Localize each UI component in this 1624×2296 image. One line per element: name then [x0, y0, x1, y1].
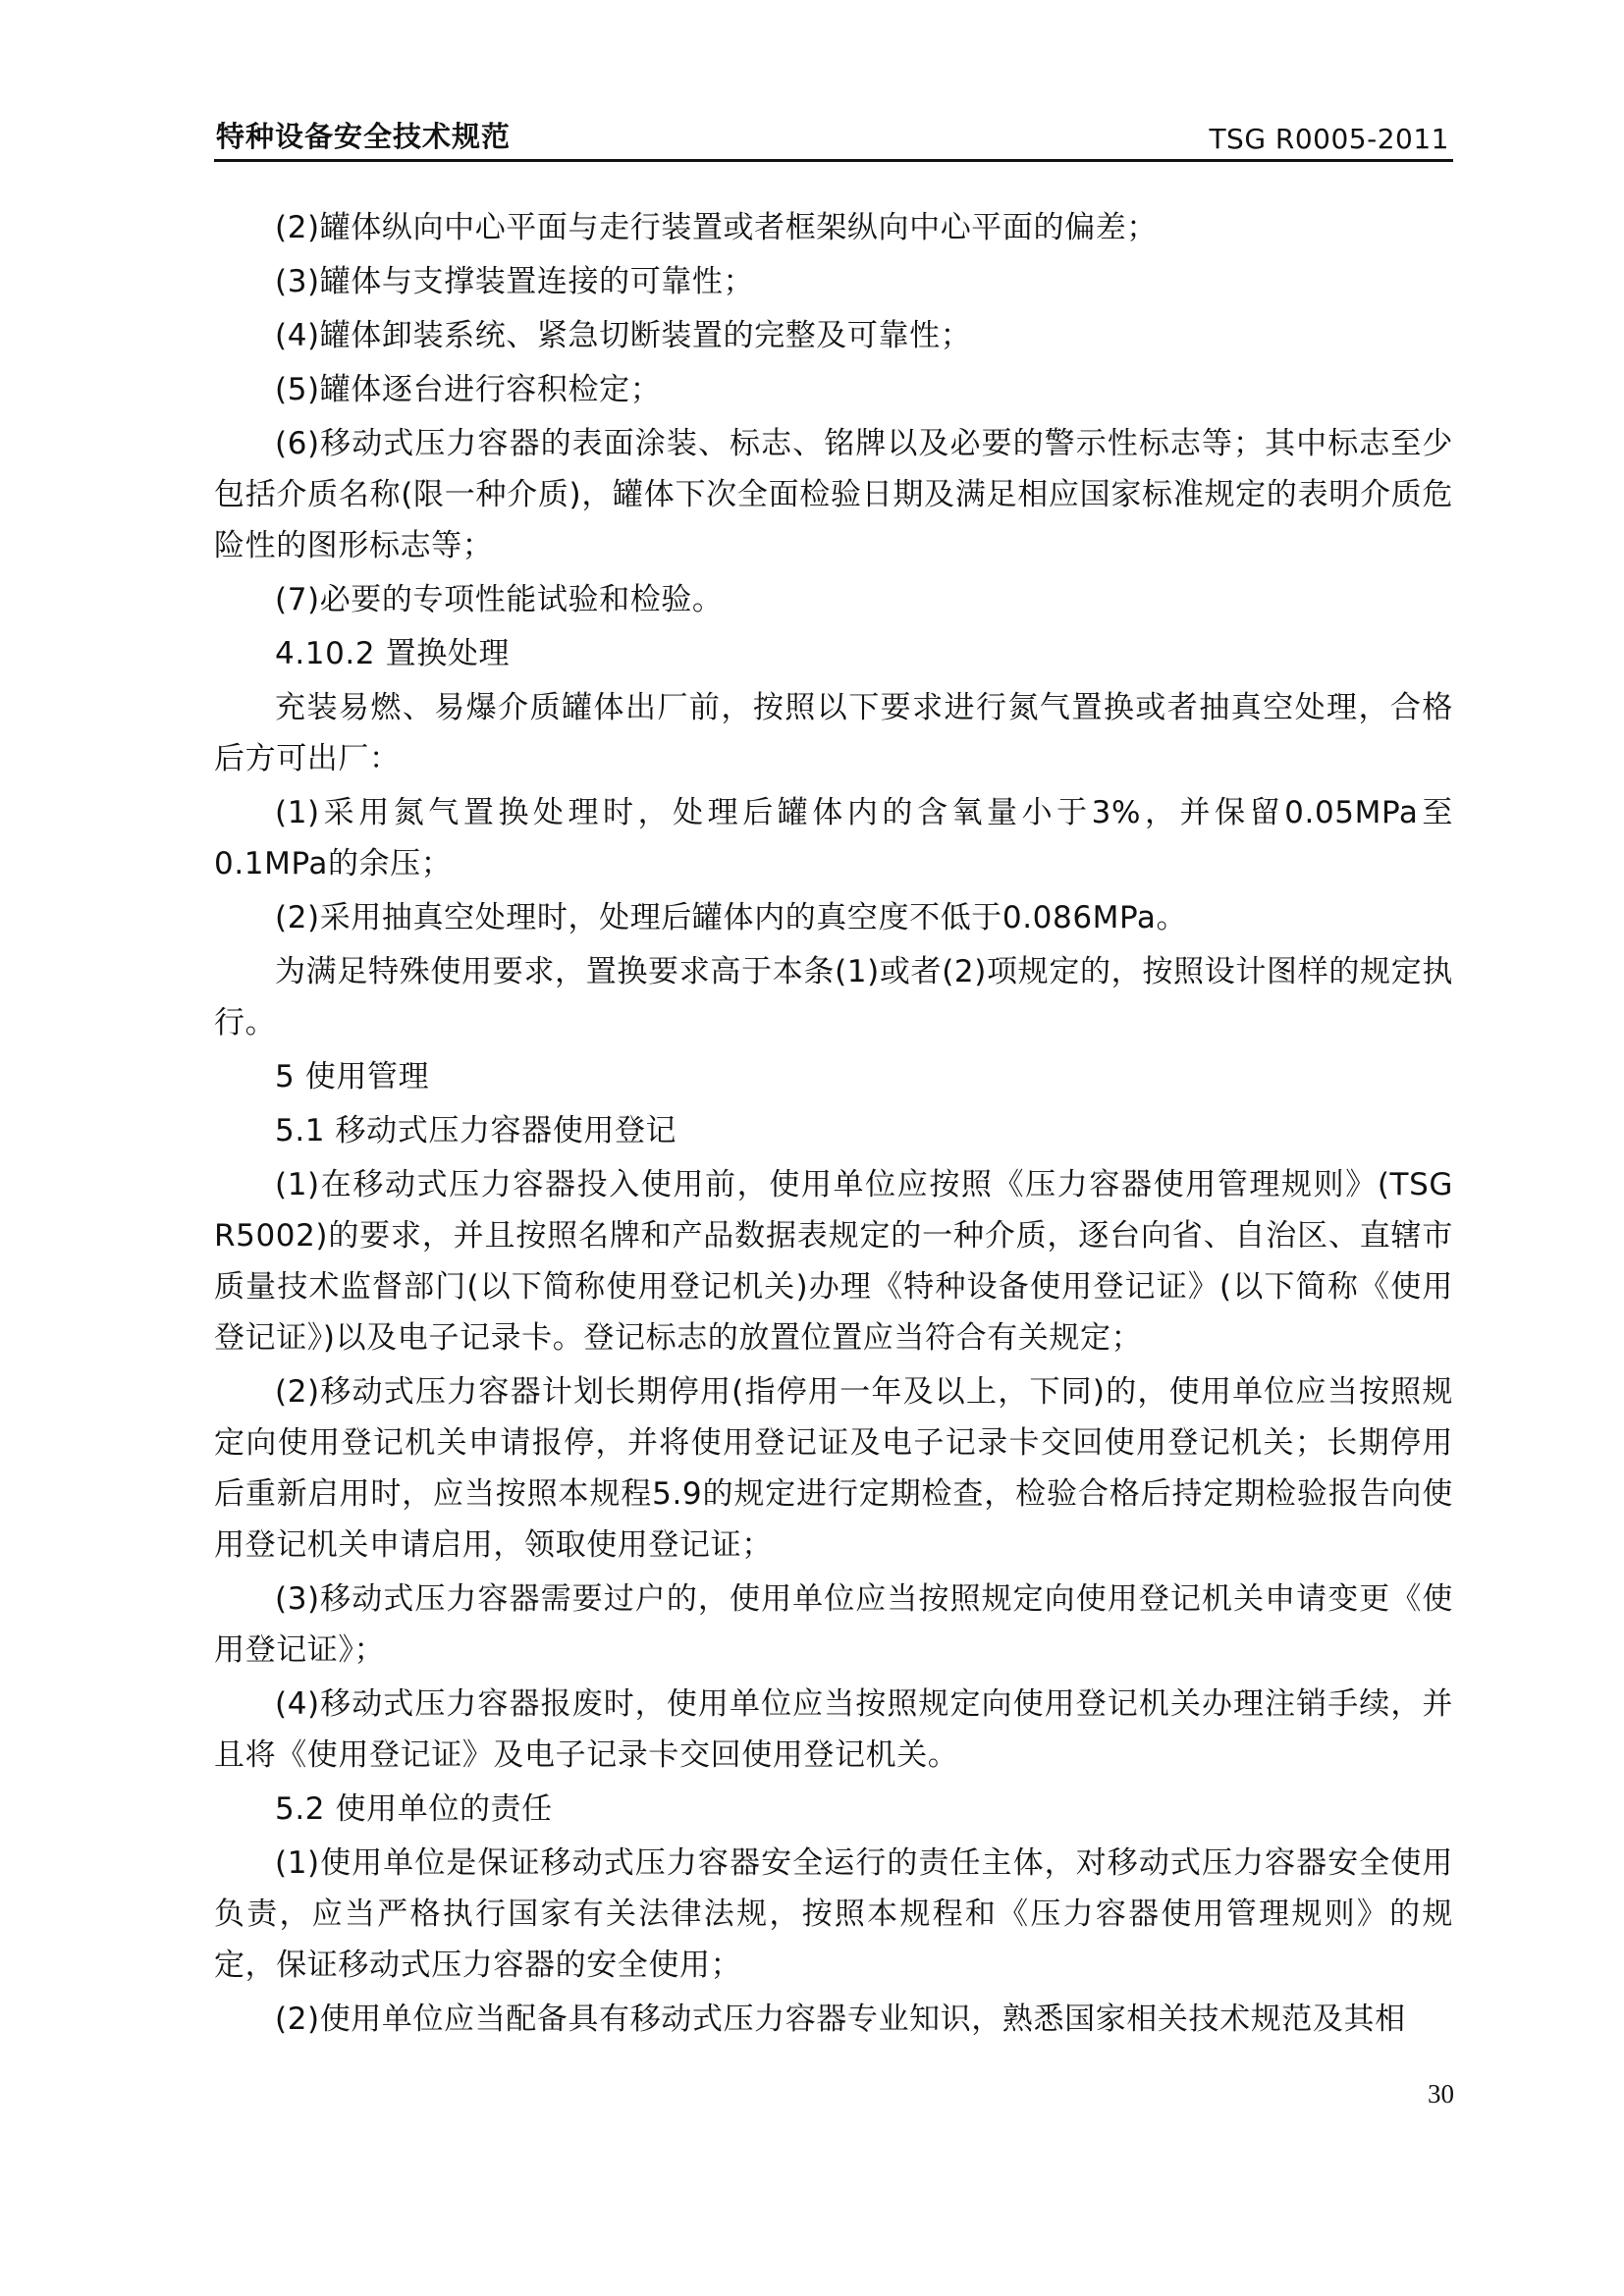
paragraph-item-2: (2)罐体纵向中心平面与走行装置或者框架纵向中心平面的偏差； — [275, 210, 1158, 245]
page-body — [214, 202, 1453, 2048]
paragraph-replacement-intro: 充装易燃、易爆介质罐体出厂前，按照以下要求进行氮气置换或者抽真空处理，合格后方可出厂： — [214, 690, 1453, 776]
paragraph-registration-1: (1)在移动式压力容器投入使用前，使用单位应按照《压力容器使用管理规则》(TSG R5002)的要求，并且按照名牌和产品数据表规定的一种介质，逐台向省、自治区、直辖市质量技术监督部门(以下简称使用登记机关)办理《特种设备使用登记证》(以下简称《使用登记证》)以及电子记录卡。登记标志的放置位置应当符合有关规定； — [214, 1167, 1453, 1356]
paragraph-vacuum-treatment: (2)采用抽真空处理时，处理后罐体内的真空度不低于0.086MPa。 — [275, 900, 1188, 935]
section-heading-5-1: 5.1 移动式压力容器使用登记 — [275, 1113, 677, 1148]
paragraph-item-5: (5)罐体逐台进行容积检定； — [275, 372, 662, 407]
header-title: 特种设备安全技术规范 — [216, 120, 512, 153]
paragraph-registration-2: (2)移动式压力容器计划长期停用(指停用一年及以上，下同)的，使用单位应当按照规定向使用登记机关申请报停，并将使用登记证及电子记录卡交回使用登记机关；长期停用后重新启用时，应当按照本规程5.9的规定进行定期检查，检验合格后持定期检验报告向使用登记机关申请启用，领取使用登记证； — [214, 1374, 1453, 1563]
paragraph-registration-3: (3)移动式压力容器需要过户的，使用单位应当按照规定向使用登记机关申请变更《使用登记证》； — [214, 1581, 1453, 1668]
header-standard-number: TSG R0005-2011 — [1209, 123, 1449, 155]
section-heading-4-10-2: 4.10.2 置换处理 — [275, 636, 511, 671]
paragraph-registration-4: (4)移动式压力容器报废时，使用单位应当按照规定向使用登记机关办理注销手续，并且将《使用登记证》及电子记录卡交回使用登记机关。 — [214, 1686, 1453, 1773]
paragraph-responsibility-2: (2)使用单位应当配备具有移动式压力容器专业知识，熟悉国家相关技术规范及其相 — [275, 2002, 1406, 2037]
page-header — [214, 120, 1453, 162]
paragraph-item-4: (4)罐体卸装系统、紧急切断装置的完整及可靠性； — [275, 318, 972, 353]
paragraph-item-7: (7)必要的专项性能试验和检验。 — [275, 582, 724, 617]
section-heading-5: 5 使用管理 — [275, 1059, 430, 1095]
section-heading-5-2: 5.2 使用单位的责任 — [275, 1791, 553, 1827]
paragraph-nitrogen-replacement: (1)采用氮气置换处理时，处理后罐体内的含氧量小于3%，并保留0.05MPa至0.1MPa的余压； — [214, 795, 1453, 881]
paragraph-item-6: (6)移动式压力容器的表面涂装、标志、铭牌以及必要的警示性标志等；其中标志至少包括介质名称(限一种介质)，罐体下次全面检验日期及满足相应国家标准规定的表明介质危险性的图形标志等； — [214, 426, 1453, 563]
paragraph-responsibility-1: (1)使用单位是保证移动式压力容器安全运行的责任主体，对移动式压力容器安全使用负责，应当严格执行国家有关法律法规，按照本规程和《压力容器使用管理规则》的规定，保证移动式压力容器的安全使用； — [214, 1845, 1453, 1983]
paragraph-special-requirements: 为满足特殊使用要求，置换要求高于本条(1)或者(2)项规定的，按照设计图样的规定执行。 — [214, 954, 1453, 1041]
page-number: 30 — [1428, 2079, 1454, 2109]
paragraph-item-3: (3)罐体与支撑装置连接的可靠性； — [275, 264, 755, 299]
